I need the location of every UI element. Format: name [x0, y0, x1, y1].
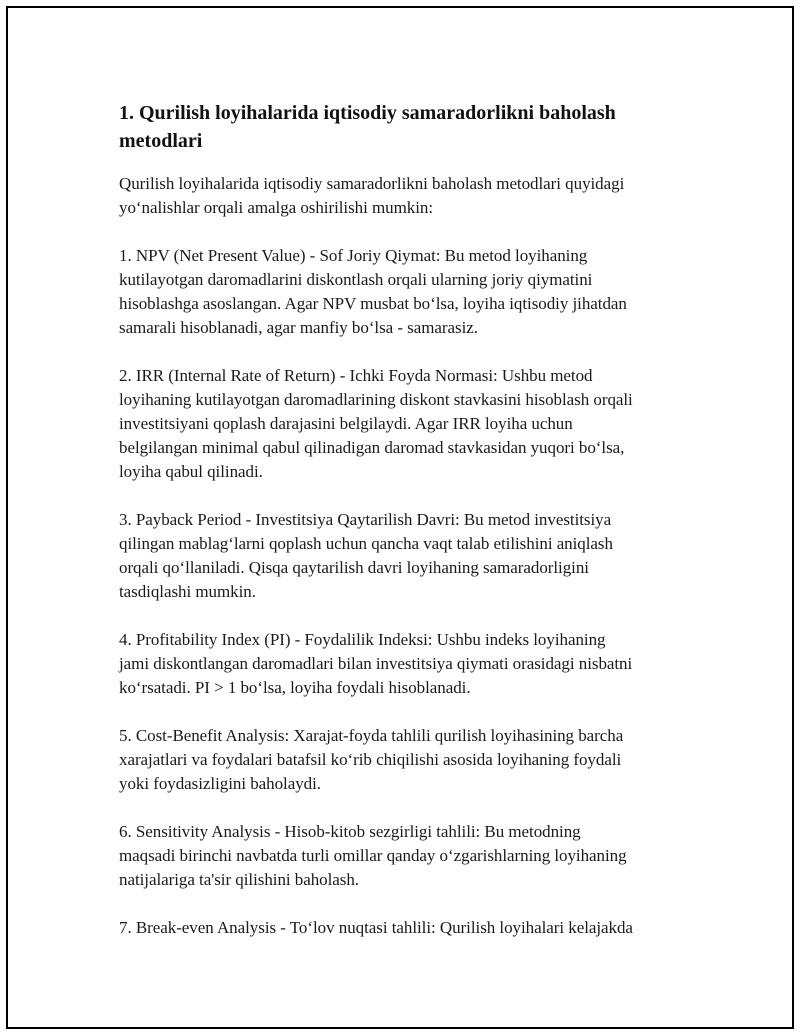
text-line: loyihaning kutilayotgan daromadlarining diskont stavkasini hisoblash orqali: [119, 390, 633, 409]
page-frame: [6, 6, 794, 1029]
text-line: yoki foydasizligini baholaydi.: [119, 774, 321, 793]
text-line: tasdiqlashi mumkin.: [119, 582, 256, 601]
text-line: 7. Break-even Analysis - To‘lov nuqtasi tahlili: Qurilish loyihalari kelajakda: [119, 918, 633, 937]
text-line: samarali hisoblanadi, agar manfiy bo‘lsa - samarasiz.: [119, 318, 478, 337]
text-line: 4. Profitability Index (PI) - Foydalilik Indeksi: Ushbu indeks loyihaning: [119, 630, 606, 649]
text-line: hisoblashga asoslangan. Agar NPV musbat bo‘lsa, loyiha iqtisodiy jihatdan: [119, 294, 627, 313]
text-line: 6. Sensitivity Analysis - Hisob-kitob sezgirligi tahlili: Bu metodning: [119, 822, 581, 841]
text-line: belgilangan minimal qabul qilinadigan daromad stavkasidan yuqori bo‘lsa,: [119, 438, 625, 457]
text-line: qilingan mablag‘larni qoplash uchun qancha vaqt talab etilishini aniqlash: [119, 534, 613, 553]
text-line: 2. IRR (Internal Rate of Return) - Ichki Foyda Normasi: Ushbu metod: [119, 366, 593, 385]
text-line: loyiha qabul qilinadi.: [119, 462, 263, 481]
irr-paragraph: [119, 364, 699, 484]
text-line: investitsiyani qoplash darajasini belgilaydi. Agar IRR loyiha uchun: [119, 414, 573, 433]
text-line: 5. Cost-Benefit Analysis: Xarajat-foyda tahlili qurilish loyihasining barcha: [119, 726, 624, 745]
heading-line: 1. Qurilish loyihalarida iqtisodiy samaradorlikni baholash: [119, 102, 616, 124]
sensitivity-paragraph: [119, 820, 699, 892]
text-line: 1. NPV (Net Present Value) - Sof Joriy Qiymat: Bu metod loyihaning: [119, 246, 588, 265]
text-line: natijalariga ta'sir qilishini baholash.: [119, 870, 360, 889]
npv-paragraph: [119, 244, 699, 340]
text-line: xarajatlari va foydalari batafsil ko‘rib chiqilishi asosida loyihaning foydali: [119, 750, 622, 769]
section-heading: [119, 99, 699, 155]
intro-paragraph: [119, 172, 699, 220]
heading-line: metodlari: [119, 130, 203, 152]
text-line: Qurilish loyihalarida iqtisodiy samaradorlikni baholash metodlari quyidagi: [119, 174, 625, 193]
cost-benefit-paragraph: [119, 724, 699, 796]
document-body: [119, 99, 699, 964]
text-line: maqsadi birinchi navbatda turli omillar qanday o‘zgarishlarning loyihaning: [119, 846, 627, 865]
text-line: 3. Payback Period - Investitsiya Qaytarilish Davri: Bu metod investitsiya: [119, 510, 612, 529]
profitability-index-paragraph: [119, 628, 699, 700]
text-line: orqali qo‘llaniladi. Qisqa qaytarilish davri loyihaning samaradorligini: [119, 558, 589, 577]
text-line: ko‘rsatadi. PI > 1 bo‘lsa, loyiha foydali hisoblanadi.: [119, 678, 471, 697]
text-line: jami diskontlangan daromadlari bilan investitsiya qiymati orasidagi nisbatni: [119, 654, 633, 673]
payback-paragraph: [119, 508, 699, 604]
text-line: yo‘nalishlar orqali amalga oshirilishi mumkin:: [119, 198, 434, 217]
text-line: kutilayotgan daromadlarini diskontlash orqali ularning joriy qiymatini: [119, 270, 593, 289]
break-even-paragraph: [119, 916, 699, 940]
